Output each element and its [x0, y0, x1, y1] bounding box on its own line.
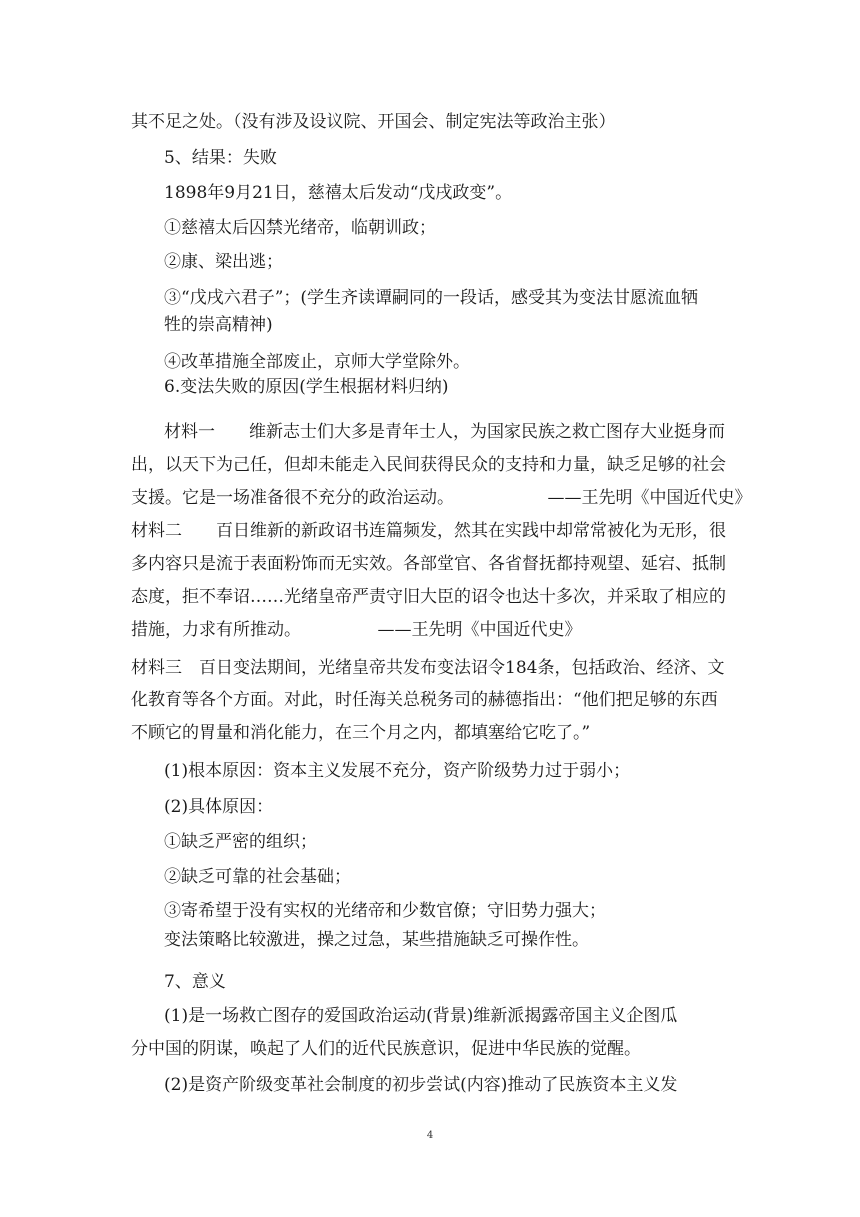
- text-line-8: ④改革措施全部废止，京师大学堂除外。: [164, 352, 470, 372]
- section-heading-significance: 7、意义: [164, 972, 226, 992]
- text-line-7: 牲的崇高精神): [164, 315, 273, 335]
- text-line-5: ②康、梁出逃；: [164, 252, 283, 272]
- material-1-line-2: 出，以天下为己任，但却未能走入民间获得民众的支持和力量，缺乏足够的社会: [131, 455, 726, 475]
- significance-1-line-1: (1)是一场救亡图存的爱国政治运动(背景)维新派揭露帝国主义企图瓜: [164, 1006, 678, 1026]
- material-3-line-2: 化教育等各个方面。对此，时任海关总税务司的赫德指出：“他们把足够的东西: [131, 690, 718, 710]
- significance-1-line-2: 分中国的阴谋，唤起了人们的近代民族意识，促进中华民族的觉醒。: [131, 1039, 641, 1059]
- section-heading-result: 5、结果：失败: [164, 148, 277, 168]
- page-number: 4: [426, 1130, 434, 1141]
- text-line-1: 其不足之处。（没有涉及设议院、开国会、制定宪法等政治主张）: [131, 112, 616, 132]
- text-line-4: ①慈禧太后囚禁光绪帝，临朝训政；: [164, 218, 436, 238]
- text-line-3: 1898年9月21日，慈禧太后发动“戊戌政变”。: [164, 183, 513, 203]
- specific-cause-heading: (2)具体原因：: [164, 797, 274, 817]
- material-1-line-3: 支援。它是一场准备很不充分的政治运动。 ——王先明《中国近代史》: [131, 488, 752, 508]
- material-2-line-4: 措施，力求有所推动。 ——王先明《中国近代史》: [131, 620, 582, 640]
- significance-2-line-1: (2)是资产阶级变革社会制度的初步尝试(内容)推动了民族资本主义发: [164, 1075, 678, 1095]
- cause-item-1: ①缺乏严密的组织；: [164, 832, 317, 852]
- cause-item-2: ②缺乏可靠的社会基础；: [164, 867, 351, 887]
- cause-item-4: 变法策略比较激进，操之过急，某些措施缺乏可操作性。: [164, 930, 589, 950]
- material-2-line-3: 态度，拒不奉诏……光绪皇帝严责守旧大臣的诏令也达十多次，并采取了相应的: [131, 587, 726, 607]
- cause-item-3: ③寄希望于没有实权的光绪帝和少数官僚；守旧势力强大；: [164, 901, 606, 921]
- material-1-line-1: 材料一 维新志士们大多是青年士人，为国家民族之救亡图存大业挺身而: [164, 422, 725, 442]
- material-3-line-1: 材料三 百日变法期间，光绪皇帝共发布变法诏令184条，包括政治、经济、文: [131, 658, 725, 678]
- text-line-6: ③“戊戌六君子”；(学生齐读谭嗣同的一段话，感受其为变法甘愿流血牺: [164, 288, 699, 308]
- material-3-line-3: 不顾它的胃量和消化能力，在三个月之内，都填塞给它吃了。”: [131, 723, 591, 743]
- material-2-line-2: 多内容只是流于表面粉饰而无实效。各部堂官、各省督抚都持观望、延宕、抵制: [131, 554, 726, 574]
- material-2-line-1: 材料二 百日维新的新政诏书连篇频发，然其在实践中却常常被化为无形，很: [131, 521, 726, 541]
- section-heading-causes: 6.变法失败的原因(学生根据材料归纳): [164, 377, 449, 397]
- root-cause-line: (1)根本原因：资本主义发展不充分，资产阶级势力过于弱小；: [164, 761, 631, 781]
